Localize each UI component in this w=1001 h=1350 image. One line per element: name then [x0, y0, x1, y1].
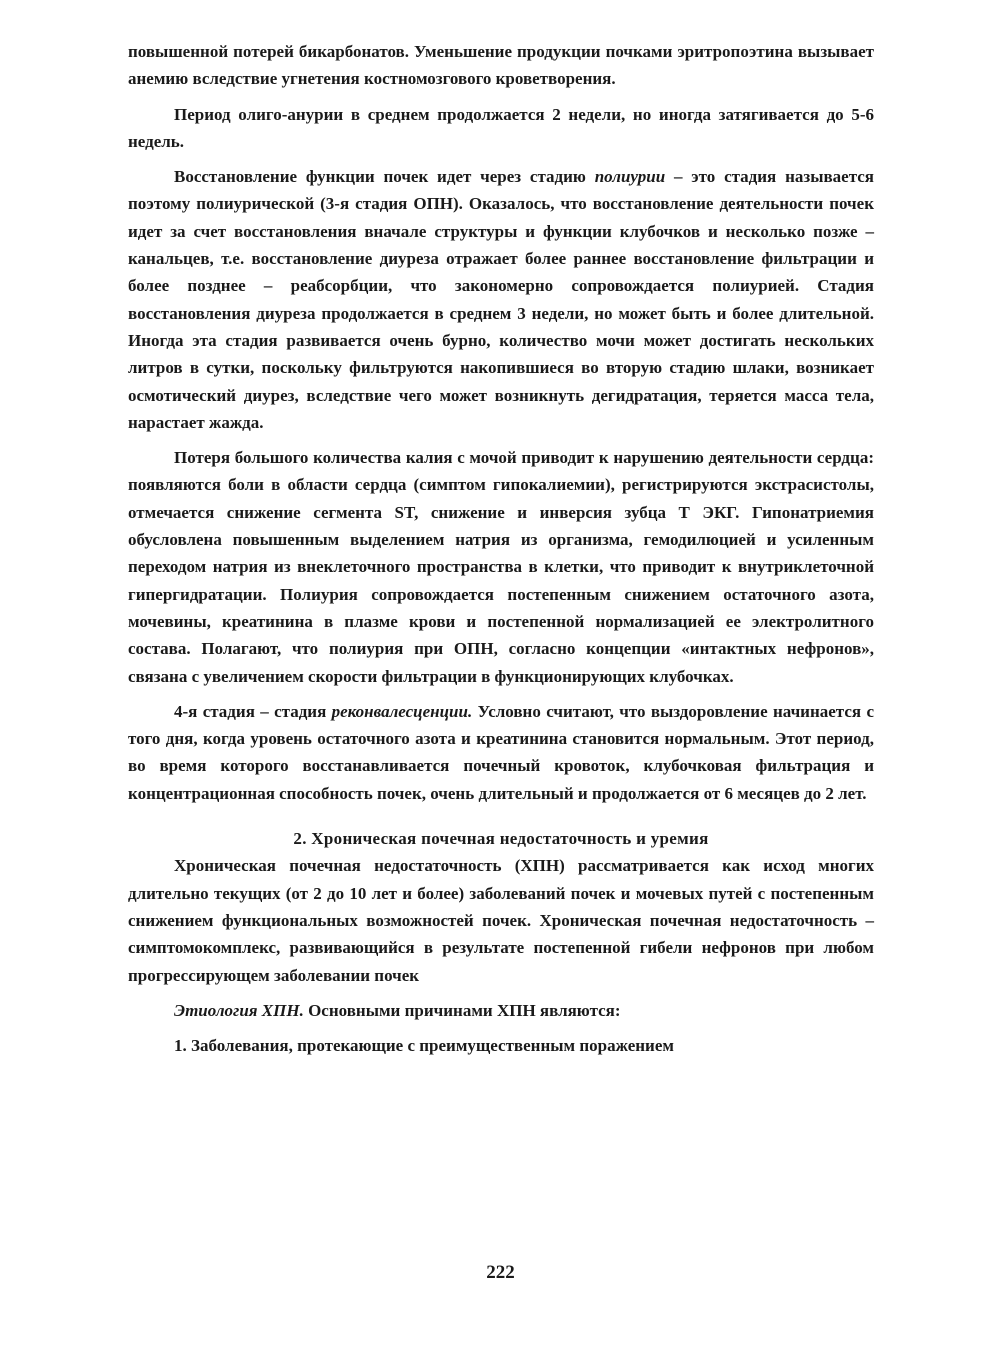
section-heading: 2. Хроническая почечная недостаточность и уремия — [293, 829, 709, 849]
page-number: 222 — [486, 1262, 515, 1283]
term-reconvalescence: реконвалесценции. — [331, 701, 473, 721]
term-polyuria: полиурии — [594, 167, 666, 187]
page-body — [128, 38, 874, 1067]
paragraph-8: 1. Заболевания, протекающие с преимущественным поражением — [174, 1036, 674, 1056]
paragraph-5-text-a: 4-я стадия – стадия — [174, 701, 332, 721]
paragraph-1: повышенной потерей бикарбонатов. Уменьшение продукции почками эритропоэтина вызывает анемию вследствие угнетения костномозгового кроветворения. — [128, 42, 874, 89]
paragraph-7 — [128, 997, 874, 1024]
paragraph-3 — [128, 163, 874, 436]
paragraph-2: Период олиго-анурии в среднем продолжается 2 недели, но иногда затягивается до 5-6 недель. — [128, 104, 874, 151]
paragraph-7-text-b: Основными причинами ХПН являются: — [303, 1000, 621, 1020]
paragraph-5 — [128, 698, 874, 807]
term-etiology: Этиология ХПН. — [174, 1000, 304, 1020]
paragraph-3-text-a: Восстановление функции почек идет через стадию — [174, 167, 595, 187]
paragraph-3-text-b: – это стадия называется поэтому полиурической (3-я стадия ОПН). Оказалось, что восстановление деятельности почек идет за счет восстановления вначале структуры и функции клубочков и несколько позже – канальцев, т.е. восстановление диуреза отражает более раннее восстановление фильтрации и более позднее – реабсорбции, что закономерно сопровождается полиурией. Стадия восстановления диуреза продолжается в среднем 3 недели, но может быть и более длительной. Иногда эта стадия развивается очень бурно, количество мочи может достигать нескольких литров в сутки, поскольку фильтруются накопившиеся во вторую стадию шлаки, возникает осмотический диурез, вследствие чего может возникнуть дегидратация, теряется масса тела, нарастает жажда. — [128, 167, 874, 432]
paragraph-5-text-b: Условно считают, что выздоровление начинается с того дня, когда уровень остаточного азота и креатинина становится нормальным. Этот период, во время которого восстанавливается почечный кровоток, клубочковая фильтрация и концентрационная способность почек, очень длительный и продолжается от 6 месяцев до 2 лет. — [128, 701, 874, 803]
paragraph-4: Потеря большого количества калия с мочой приводит к нарушению деятельности сердца: появляются боли в области сердца (симптом гипокалиемии), регистрируются экстрасистолы, отмечается снижение сегмента ST, снижение и инверсия зубца Т ЭКГ. Гипонатриемия обусловлена повышенным выделением натрия из организма, гемодилюцией и усиленным переходом натрия из внеклеточного пространства в клетки, что приводит к внутриклеточной гипергидратации. Полиурия сопровождается постепенным снижением остаточного азота, мочевины, креатинина в плазме крови и постепенной нормализацией ее электролитного состава. Полагают, что полиурия при ОПН, согласно концепции «интактных нефронов», связана с увеличением скорости фильтрации в функционирующих клубочках. — [128, 448, 874, 686]
paragraph-6: Хроническая почечная недостаточность (ХПН) рассматривается как исход многих длительно текущих (от 2 до 10 лет и более) заболеваний почек и мочевых путей с постепенным снижением функциональных возможностей почек. Хроническая почечная недостаточность – симптомокомплекс, развивающийся в результате постепенной гибели нефронов при любом прогрессирующем заболевании почек — [128, 856, 874, 985]
